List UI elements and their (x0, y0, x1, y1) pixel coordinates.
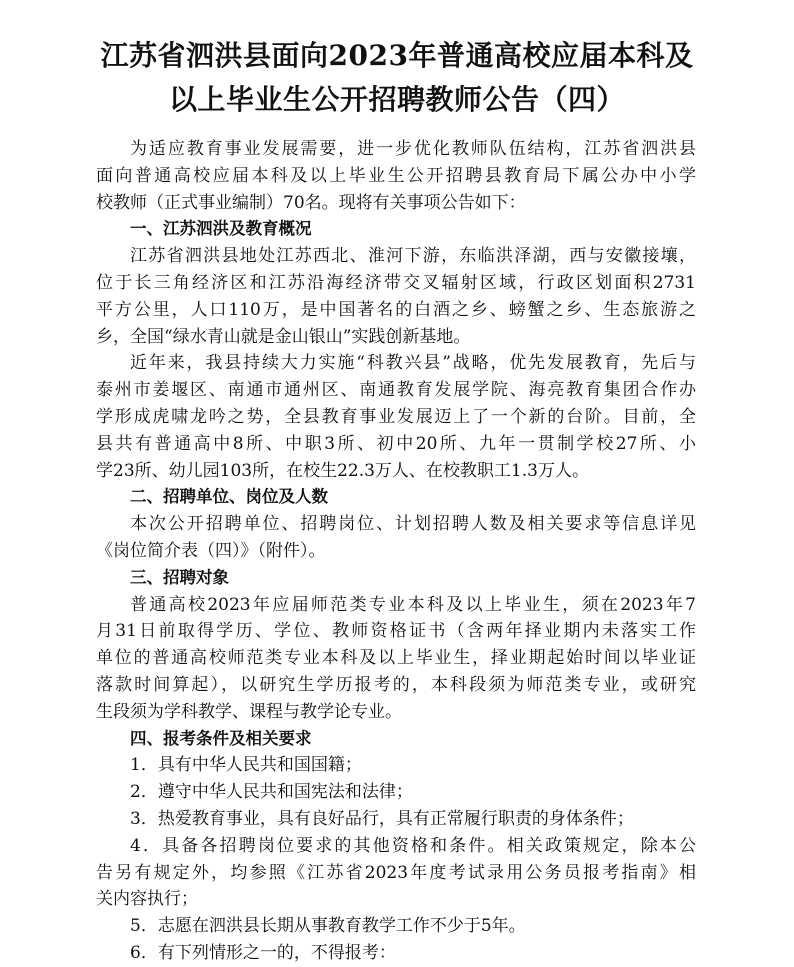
paragraph-line: 近年来，我县持续大力实施“科教兴县”战略，优先发展教育，先后与 (130, 353, 696, 374)
paragraph (96, 511, 696, 565)
paragraph (96, 136, 696, 216)
paragraph-line: 《岗位简介表（四）》（附件）。 (96, 540, 326, 561)
section-heading (96, 565, 696, 592)
paragraph (96, 833, 696, 913)
paragraph-line: 月31日前取得学历、学位、教师资格证书（含两年择业期内未落实工作 (96, 621, 696, 642)
title-line-2: 以上毕业生公开招聘教师公告（四） (168, 83, 625, 116)
paragraph-line: 县共有普通高中8所、中职3所、初中20所、九年一贯制学校27所、小 (96, 433, 696, 454)
paragraph-line: 学23所、幼儿园103所，在校生22.3万人、在校教职工1.3万人。 (96, 460, 589, 481)
document-title (40, 34, 754, 122)
paragraph-line: 校教师（正式事业编制）70名。现将有关事项公告如下： (96, 192, 526, 213)
paragraph-line: 乡，全国“绿水青山就是金山银山”实践创新基地。 (96, 326, 471, 347)
paragraph-line: 本次公开招聘单位、招聘岗位、计划招聘人数及相关要求等信息详见 (130, 514, 696, 535)
document-body (96, 136, 696, 967)
paragraph-line: 江苏省泗洪县地处江苏西北、淮河下游，东临洪泽湖，西与安徽接壤， (130, 246, 696, 267)
paragraph-line: 1．具有中华人民共和国国籍； (130, 755, 362, 776)
paragraph-line: 4．具备各招聘岗位要求的其他资格和条件。相关政策规定，除本公 (130, 835, 696, 856)
paragraph (96, 592, 696, 726)
paragraph (96, 752, 696, 779)
section-heading (96, 216, 696, 243)
paragraph-line: 学形成虎啸龙吟之势，全县教育事业发展迈上了一个新的台阶。目前，全 (96, 406, 696, 427)
heading-text: 三、招聘对象 (130, 567, 229, 587)
paragraph (96, 243, 696, 350)
heading-text: 二、招聘单位、岗位及人数 (130, 487, 328, 507)
heading-text: 一、江苏泗洪及教育概况 (130, 219, 312, 239)
paragraph-line: 位于长三角经济区和江苏沿海经济带交叉辐射区域，行政区划面积2731 (96, 272, 696, 293)
paragraph-line: 告另有规定外，均参照《江苏省2023年度考试录用公务员报考指南》相 (96, 862, 696, 883)
heading-text: 四、报考条件及相关要求 (130, 728, 312, 748)
paragraph-line: 关内容执行； (96, 889, 198, 910)
title-line-1: 江苏省泗洪县面向2023年普通高校应届本科及 (100, 39, 694, 72)
paragraph (96, 940, 696, 967)
paragraph-line: 6．有下列情形之一的，不得报考： (130, 942, 396, 963)
paragraph (96, 806, 696, 833)
paragraph (96, 779, 696, 806)
paragraph-line: 平方公里，人口110万，是中国著名的白酒之乡、螃蟹之乡、生态旅游之 (96, 299, 696, 320)
section-heading (96, 484, 696, 511)
paragraph-line: 普通高校2023年应届师范类专业本科及以上毕业生，须在2023年7 (130, 594, 696, 615)
paragraph (96, 350, 696, 484)
paragraph-line: 单位的普通高校师范类专业本科及以上毕业生，择业期起始时间以毕业证 (96, 648, 696, 669)
paragraph-line: 落款时间算起），以研究生学历报考的，本科段须为师范类专业，或研究 (96, 674, 696, 695)
paragraph-line: 泰州市姜堰区、南通市通州区、南通教育发展学院、海亮教育集团合作办 (96, 380, 696, 401)
paragraph-line: 3．热爱教育事业，具有良好品行，具有正常履行职责的身体条件； (130, 808, 634, 829)
paragraph-line: 生段须为学科教学、课程与教学论专业。 (96, 701, 402, 722)
section-heading (96, 726, 696, 753)
paragraph-line: 面向普通高校应届本科及以上毕业生公开招聘县教育局下属公办中小学 (96, 165, 696, 186)
paragraph-line: 为适应教育事业发展需要，进一步优化教师队伍结构，江苏省泗洪县 (130, 139, 696, 159)
paragraph-line: 2．遵守中华人民共和国宪法和法律； (130, 782, 413, 803)
paragraph (96, 913, 696, 940)
paragraph-line: 5．志愿在泗洪县长期从事教育教学工作不少于5年。 (130, 916, 526, 937)
